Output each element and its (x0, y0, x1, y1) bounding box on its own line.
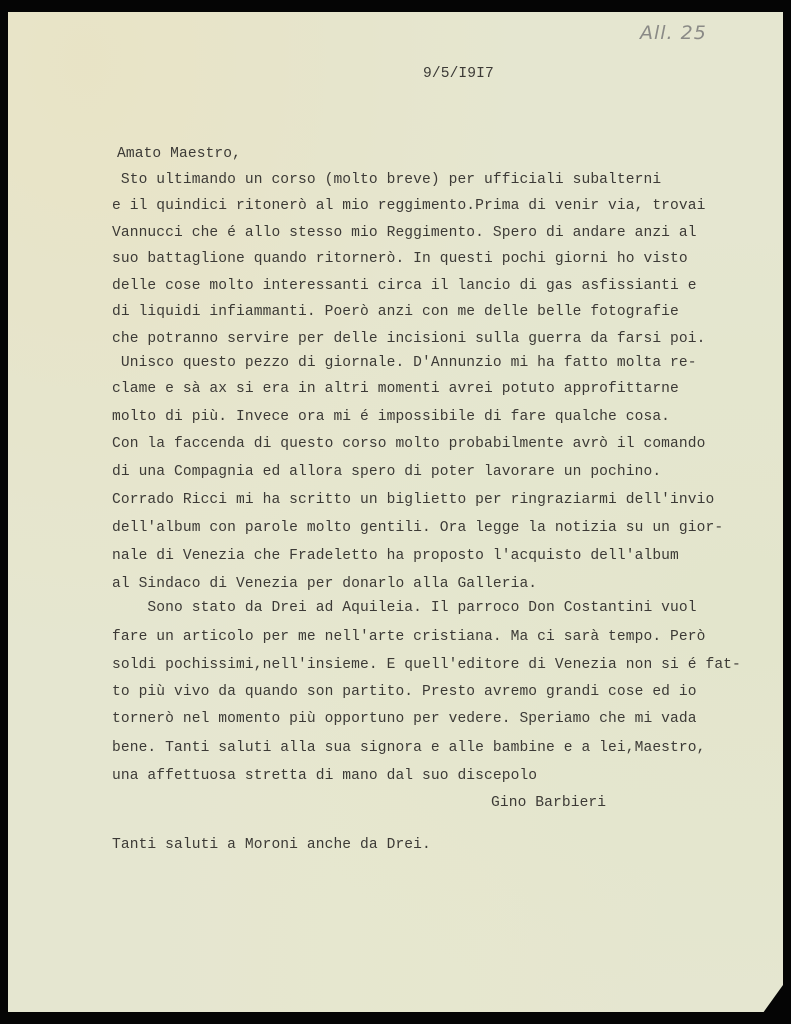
body-line: suo battaglione quando ritornerò. In questi pochi giorni ho visto (112, 251, 688, 267)
body-line: soldi pochissimi,nell'insieme. E quell'editore di Venezia non si é fat- (112, 657, 741, 673)
body-line: Corrado Ricci mi ha scritto un biglietto per ringraziarmi dell'invio (112, 492, 715, 508)
body-line: nale di Venezia che Fradeletto ha proposto l'acquisto dell'album (112, 548, 679, 564)
body-line: molto di più. Invece ora mi é impossibile di fare qualche cosa. (112, 409, 671, 425)
body-line: dell'album con parole molto gentili. Ora legge la notizia su un gior- (112, 520, 724, 536)
postscript: Tanti saluti a Moroni anche da Drei. (112, 837, 431, 853)
body-line: clame e sà ax si era in altri momenti avrei potuto approfittarne (112, 381, 679, 397)
body-line: Sto ultimando un corso (molto breve) per ufficiali subalterni (112, 172, 662, 188)
body-line: al Sindaco di Venezia per donarlo alla Galleria. (112, 576, 538, 592)
archive-annotation: All. 25 (640, 22, 707, 44)
body-line: Vannucci che é allo stesso mio Reggimento. Spero di andare anzi al (112, 225, 697, 241)
letter-page (8, 12, 783, 1012)
body-line: e il quindici ritonerò al mio reggimento.Prima di venir via, trovai (112, 198, 706, 214)
signature: Gino Barbieri (491, 795, 607, 811)
body-line: una affettuosa stretta di mano dal suo discepolo (112, 768, 538, 784)
body-line: to più vivo da quando son partito. Presto avremo grandi cose ed io (112, 684, 697, 700)
body-line: delle cose molto interessanti circa il lancio di gas asfissianti e (112, 278, 697, 294)
letter-date: 9/5/I9I7 (423, 66, 494, 82)
body-line: tornerò nel momento più opportuno per vedere. Speriamo che mi vada (112, 711, 697, 727)
body-line: Unisco questo pezzo di giornale. D'Annunzio mi ha fatto molta re- (112, 355, 697, 371)
body-line: che potranno servire per delle incisioni sulla guerra da farsi poi. (112, 331, 706, 347)
body-line: Con la faccenda di questo corso molto probabilmente avrò il comando (112, 436, 706, 452)
body-line: bene. Tanti saluti alla sua signora e alle bambine e a lei,Maestro, (112, 740, 706, 756)
salutation: Amato Maestro, (117, 146, 242, 162)
body-line: di una Compagnia ed allora spero di poter lavorare un pochino. (112, 464, 662, 480)
body-line: di liquidi infiammanti. Poerò anzi con me delle belle fotografie (112, 304, 679, 320)
body-line: Sono stato da Drei ad Aquileia. Il parroco Don Costantini vuol (112, 600, 697, 616)
body-line: fare un articolo per me nell'arte cristiana. Ma ci sarà tempo. Però (112, 629, 706, 645)
